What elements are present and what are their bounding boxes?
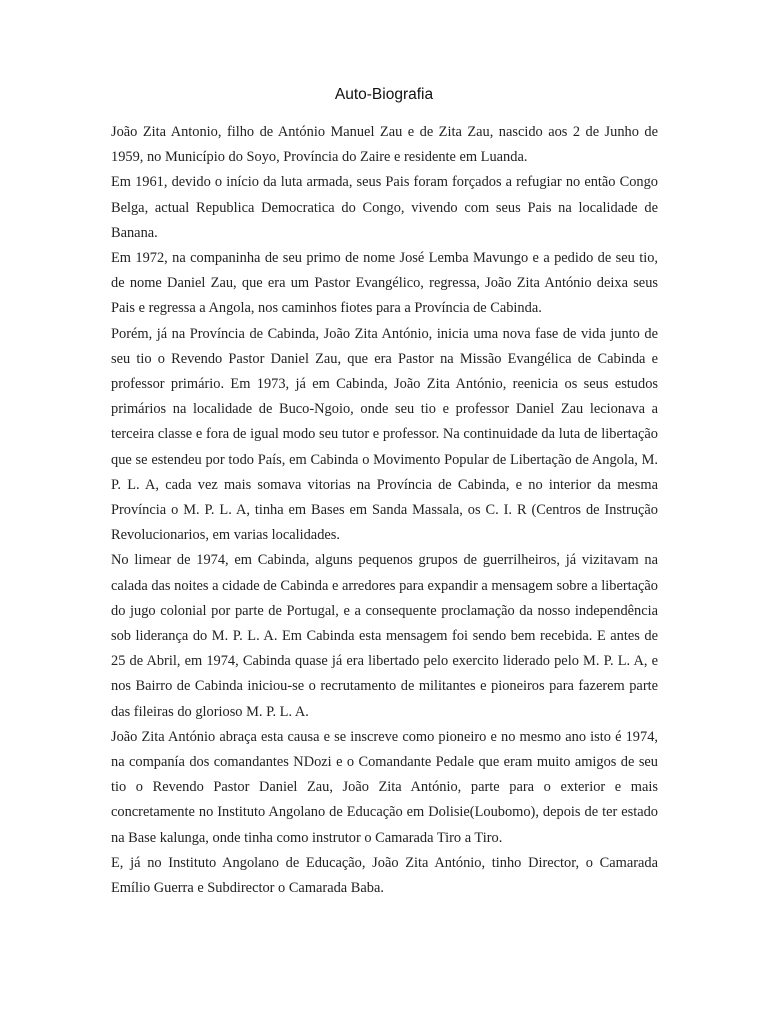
- paragraph: E, já no Instituto Angolano de Educação, João Zita António, tinho Director, o Camarada Emílio Guerra e Subdirector o Camarada Baba.: [111, 854, 658, 897]
- paragraph: João Zita Antonio, filho de António Manuel Zau e de Zita Zau, nascido aos 2 de Junho de 1959, no Município do Soyo, Província do Zaire e residente em Luanda.: [111, 124, 658, 166]
- document-title: Auto-Biografia: [334, 86, 434, 103]
- paragraph: João Zita António abraça esta causa e se inscreve como pioneiro e no mesmo ano isto é 1974, na companía dos comandantes NDozi e o Comandante Pedale que eram muito amigos de seu tio o Revendo Pastor Daniel Zau, João Zita António, parte para o exterior e mais concretamente no Instituto Angolano de Educação em Dolisie(Loubomo), depois de ter estado na Base kalunga, onde tinha como instrutor o Camarada Tiro a Tiro.: [111, 728, 658, 846]
- paragraph: Em 1972, na companinha de seu primo de nome José Lemba Mavungo e a pedido de seu tio, de nome Daniel Zau, que era um Pastor Evangélico, regressa, João Zita António deixa seus Pais e regressa a Angola, nos caminhos fiotes para a Província de Cabinda.: [111, 250, 658, 317]
- document-body: [111, 120, 658, 901]
- paragraph: Em 1961, devido o início da luta armada, seus Pais foram forçados a refugiar no então Congo Belga, actual Republica Democratica do Congo, vivendo com seus Pais na localidade de Banana.: [111, 174, 658, 241]
- paragraph: Porém, já na Província de Cabinda, João Zita António, inicia uma nova fase de vida junto de seu tio o Revendo Pastor Daniel Zau, que era Pastor na Missão Evangélica de Cabinda e professor primário. Em 1973, já em Cabinda, João Zita António, reenicia os seus estudos primários na localidade de Buco-Ngoio, onde seu tio e professor Daniel Zau lecionava a terceira classe e fora de igual modo seu tutor e professor. Na continuidade da luta de libertação que se estendeu por todo País, em Cabinda o Movimento Popular de Libertação de Angola, M. P. L. A, cada vez mais somava vitorias na Província de Cabinda, e no interior da mesma Província o M. P. L. A, tinha em Bases em Sanda Massala, os C. I. R (Centros de Instrução Revolucionarios, em varias localidades.: [111, 325, 658, 544]
- paragraph: No limear de 1974, em Cabinda, alguns pequenos grupos de guerrilheiros, já vizitavam na calada das noites a cidade de Cabinda e arredores para expandir a mensagem sobre a libertação do jugo colonial por parte de Portugal, e a consequente proclamação da nosso independência sob liderança do M. P. L. A. Em Cabinda esta mensagem foi sendo bem recebida. E antes de 25 de Abril, em 1974, Cabinda quase já era libertado pelo exercito liderado pelo M. P. L. A, e nos Bairro de Cabinda iniciou-se o recrutamento de militantes e pioneiros para fazerem parte das fileiras do glorioso M. P. L. A.: [111, 552, 658, 720]
